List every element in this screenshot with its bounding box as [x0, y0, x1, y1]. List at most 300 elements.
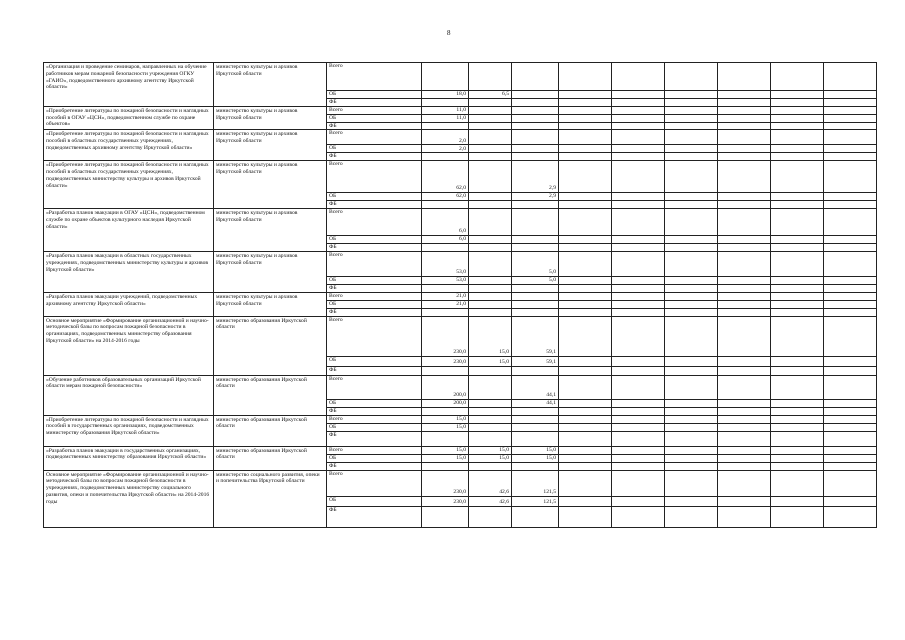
empty-cell [665, 399, 718, 407]
funding-source-cell: ОБ [327, 496, 422, 506]
value-cell [469, 415, 512, 423]
empty-cell [559, 356, 612, 366]
empty-cell [612, 122, 665, 130]
empty-cell [665, 145, 718, 153]
value-cell: 5,0 [512, 276, 559, 284]
empty-cell [824, 292, 877, 300]
value-cell [469, 99, 512, 107]
value-cell: 2,0 [422, 130, 469, 145]
empty-cell [559, 300, 612, 308]
funding-source-cell: ОБ [327, 145, 422, 153]
empty-cell [771, 145, 824, 153]
empty-cell [665, 316, 718, 356]
funding-source-cell: ФБ [327, 201, 422, 209]
empty-cell [824, 130, 877, 145]
empty-cell [718, 462, 771, 470]
empty-cell [718, 130, 771, 145]
value-cell [512, 201, 559, 209]
event-name-cell: «Разработка планов эвакуации учреждений, подведомственных архивному агентству Иркутской области» [44, 292, 214, 316]
executor-cell: министерство образования Иркутской области [214, 446, 327, 470]
empty-cell [665, 462, 718, 470]
empty-cell [771, 399, 824, 407]
funding-source-cell: ОБ [327, 91, 422, 99]
value-cell: 21,0 [422, 292, 469, 300]
executor-cell: министерство культуры и архивов Иркутской области [214, 251, 327, 292]
value-cell: 15,0 [422, 415, 469, 423]
empty-cell [559, 114, 612, 122]
empty-cell [665, 470, 718, 496]
empty-cell [612, 63, 665, 91]
value-cell [469, 284, 512, 292]
empty-cell [771, 63, 824, 91]
empty-cell [559, 375, 612, 399]
executor-cell: министерство культуры и архивов Иркутской области [214, 209, 327, 252]
empty-cell [612, 236, 665, 244]
value-cell [469, 375, 512, 399]
value-cell: 200,0 [422, 399, 469, 407]
empty-cell [824, 431, 877, 446]
value-cell: 44,1 [512, 375, 559, 399]
empty-cell [824, 284, 877, 292]
funding-source-cell: ОБ [327, 454, 422, 462]
funding-source-cell: ФБ [327, 366, 422, 375]
value-cell: 230,0 [422, 356, 469, 366]
value-cell [469, 244, 512, 252]
empty-cell [612, 375, 665, 399]
empty-cell [559, 130, 612, 145]
empty-cell [612, 462, 665, 470]
value-cell: 230,0 [422, 496, 469, 506]
empty-cell [718, 356, 771, 366]
empty-cell [718, 161, 771, 193]
empty-cell [559, 506, 612, 527]
empty-cell [612, 316, 665, 356]
empty-cell [718, 399, 771, 407]
empty-cell [612, 407, 665, 415]
empty-cell [559, 276, 612, 284]
empty-cell [559, 193, 612, 201]
value-cell [469, 114, 512, 122]
funding-source-cell: ФБ [327, 506, 422, 527]
value-cell: 21,0 [422, 300, 469, 308]
funding-source-cell: ОБ [327, 193, 422, 201]
empty-cell [718, 407, 771, 415]
empty-cell [771, 236, 824, 244]
value-cell: 62,0 [422, 161, 469, 193]
empty-cell [824, 114, 877, 122]
empty-cell [665, 415, 718, 423]
empty-cell [559, 99, 612, 107]
event-name-cell: Основное мероприятие «Формирование организационной и научно-методической базы по вопросам пожарной безопасности в учреждениях, подведомственных министерству социального развития, опеки и попечительства Иркутской области» на 2014-2016 годы [44, 470, 214, 527]
empty-cell [824, 276, 877, 284]
value-cell [469, 300, 512, 308]
empty-cell [665, 153, 718, 161]
empty-cell [665, 375, 718, 399]
empty-cell [718, 496, 771, 506]
empty-cell [771, 356, 824, 366]
empty-cell [559, 407, 612, 415]
value-cell [422, 308, 469, 316]
funding-source-cell: ОБ [327, 356, 422, 366]
empty-cell [559, 431, 612, 446]
empty-cell [665, 236, 718, 244]
empty-cell [612, 209, 665, 236]
empty-cell [771, 462, 824, 470]
empty-cell [612, 446, 665, 454]
empty-cell [824, 145, 877, 153]
funding-source-cell: Всего [327, 316, 422, 356]
empty-cell [665, 431, 718, 446]
value-cell [469, 130, 512, 145]
value-cell [469, 506, 512, 527]
empty-cell [771, 130, 824, 145]
funding-source-cell: ФБ [327, 284, 422, 292]
page-number: 8 [447, 29, 451, 37]
empty-cell [665, 300, 718, 308]
table-row [44, 415, 877, 423]
empty-cell [771, 431, 824, 446]
value-cell: 42,6 [469, 496, 512, 506]
empty-cell [718, 114, 771, 122]
table-row [44, 161, 877, 193]
empty-cell [665, 251, 718, 276]
empty-cell [612, 130, 665, 145]
empty-cell [612, 284, 665, 292]
value-cell: 62,0 [422, 193, 469, 201]
empty-cell [718, 122, 771, 130]
value-cell [512, 153, 559, 161]
value-cell: 6,0 [422, 209, 469, 236]
value-cell [422, 462, 469, 470]
empty-cell [665, 366, 718, 375]
table-row [44, 446, 877, 454]
executor-cell: министерство культуры и архивов Иркутской области [214, 161, 327, 209]
funding-source-cell: Всего [327, 375, 422, 399]
executor-cell: министерство культуры и архивов Иркутской области [214, 63, 327, 107]
empty-cell [824, 122, 877, 130]
empty-cell [718, 251, 771, 276]
empty-cell [718, 470, 771, 496]
value-cell: 15,0 [512, 454, 559, 462]
empty-cell [612, 423, 665, 431]
value-cell [469, 431, 512, 446]
empty-cell [771, 300, 824, 308]
value-cell: 59,1 [512, 316, 559, 356]
value-cell [422, 63, 469, 91]
empty-cell [665, 130, 718, 145]
table-row [44, 209, 877, 236]
empty-cell [824, 236, 877, 244]
event-name-cell: «Обучение работников образовательных организаций Иркутской области мерам пожарной безопасности» [44, 375, 214, 415]
value-cell [512, 407, 559, 415]
value-cell [469, 366, 512, 375]
empty-cell [559, 454, 612, 462]
funding-source-cell: ОБ [327, 114, 422, 122]
empty-cell [824, 496, 877, 506]
value-cell: 53,0 [422, 276, 469, 284]
empty-cell [771, 201, 824, 209]
empty-cell [612, 201, 665, 209]
empty-cell [771, 209, 824, 236]
empty-cell [559, 236, 612, 244]
empty-cell [718, 63, 771, 91]
value-cell [469, 209, 512, 236]
empty-cell [771, 454, 824, 462]
empty-cell [824, 375, 877, 399]
value-cell: 11,0 [422, 106, 469, 114]
empty-cell [771, 106, 824, 114]
empty-cell [718, 415, 771, 423]
executor-cell: министерство социального развития, опеки и попечительства Иркутской области [214, 470, 327, 527]
value-cell: 15,0 [469, 446, 512, 454]
value-cell: 15,0 [469, 356, 512, 366]
value-cell: 121,5 [512, 470, 559, 496]
empty-cell [824, 415, 877, 423]
empty-cell [718, 431, 771, 446]
value-cell [512, 462, 559, 470]
value-cell [469, 106, 512, 114]
executor-cell: министерство образования Иркутской области [214, 415, 327, 446]
funding-source-cell: Всего [327, 130, 422, 145]
empty-cell [771, 284, 824, 292]
value-cell: 59,1 [512, 356, 559, 366]
empty-cell [718, 375, 771, 399]
event-name-cell: «Организация и проведение семинаров, направленных на обучение работников мерам пожарной безопасности учреждения ОГКУ «ГАИО», подведомственного архивному агентству Иркутской области» [44, 63, 214, 107]
empty-cell [771, 292, 824, 300]
empty-cell [718, 506, 771, 527]
value-cell: 6,0 [422, 236, 469, 244]
empty-cell [665, 506, 718, 527]
value-cell: 11,0 [422, 114, 469, 122]
empty-cell [612, 415, 665, 423]
table-row [44, 316, 877, 356]
empty-cell [718, 244, 771, 252]
funding-source-cell: Всего [327, 63, 422, 91]
value-cell [512, 308, 559, 316]
empty-cell [665, 244, 718, 252]
empty-cell [824, 470, 877, 496]
empty-cell [665, 284, 718, 292]
funding-source-cell: Всего [327, 446, 422, 454]
empty-cell [612, 276, 665, 284]
value-cell [512, 106, 559, 114]
funding-source-cell: ФБ [327, 99, 422, 107]
table-row [44, 251, 877, 276]
value-cell [469, 308, 512, 316]
event-name-cell: «Приобретение литературы по пожарной безопасности и наглядных пособий в ОГАУ «ЦСН», подведомственном службе по охране объектов» [44, 106, 214, 130]
empty-cell [612, 251, 665, 276]
empty-cell [824, 399, 877, 407]
value-cell [512, 431, 559, 446]
funding-source-cell: ФБ [327, 462, 422, 470]
funding-source-cell: Всего [327, 209, 422, 236]
empty-cell [718, 99, 771, 107]
empty-cell [718, 454, 771, 462]
funding-source-cell: ФБ [327, 122, 422, 130]
empty-cell [665, 209, 718, 236]
empty-cell [771, 415, 824, 423]
empty-cell [612, 91, 665, 99]
empty-cell [771, 407, 824, 415]
value-cell [512, 91, 559, 99]
value-cell: 230,0 [422, 316, 469, 356]
value-cell: 44,1 [512, 399, 559, 407]
empty-cell [771, 99, 824, 107]
event-name-cell: «Разработка планов эвакуации в ОГАУ «ЦСН», подведомственном службе по охране объектов культурного наследия Иркутской области» [44, 209, 214, 252]
value-cell [469, 193, 512, 201]
empty-cell [771, 375, 824, 399]
empty-cell [665, 161, 718, 193]
empty-cell [824, 407, 877, 415]
empty-cell [559, 423, 612, 431]
value-cell: 15,0 [422, 423, 469, 431]
value-cell: 42,6 [469, 470, 512, 496]
value-cell: 15,0 [469, 454, 512, 462]
empty-cell [665, 356, 718, 366]
empty-cell [612, 193, 665, 201]
empty-cell [824, 308, 877, 316]
value-cell [469, 423, 512, 431]
funding-source-cell: ФБ [327, 407, 422, 415]
empty-cell [824, 153, 877, 161]
funding-source-cell: ОБ [327, 399, 422, 407]
empty-cell [718, 292, 771, 300]
event-name-cell: Основное мероприятие «Формирование организационной и научно-методической базы по вопросам пожарной безопасности в организациях, подведомственных министерству образования Иркутской области» на 2014-2016 годы [44, 316, 214, 375]
value-cell [512, 284, 559, 292]
funding-source-cell: Всего [327, 106, 422, 114]
empty-cell [718, 91, 771, 99]
funding-source-cell: ФБ [327, 244, 422, 252]
empty-cell [718, 300, 771, 308]
program-table [43, 62, 877, 528]
empty-cell [771, 122, 824, 130]
value-cell [469, 122, 512, 130]
empty-cell [771, 244, 824, 252]
value-cell [469, 236, 512, 244]
value-cell [512, 63, 559, 91]
value-cell [512, 209, 559, 236]
empty-cell [665, 106, 718, 114]
empty-cell [718, 284, 771, 292]
empty-cell [718, 366, 771, 375]
value-cell [512, 300, 559, 308]
table-row [44, 106, 877, 114]
empty-cell [612, 106, 665, 114]
empty-cell [718, 236, 771, 244]
empty-cell [559, 244, 612, 252]
empty-cell [771, 366, 824, 375]
value-cell: 15,0 [422, 454, 469, 462]
empty-cell [612, 308, 665, 316]
value-cell [422, 431, 469, 446]
value-cell [469, 153, 512, 161]
value-cell: 15,0 [512, 446, 559, 454]
empty-cell [559, 316, 612, 356]
empty-cell [771, 496, 824, 506]
empty-cell [665, 407, 718, 415]
empty-cell [559, 366, 612, 375]
empty-cell [665, 292, 718, 300]
empty-cell [824, 91, 877, 99]
value-cell [512, 99, 559, 107]
value-cell [469, 63, 512, 91]
empty-cell [718, 145, 771, 153]
table-row [44, 292, 877, 300]
event-name-cell: «Приобретение литературы по пожарной безопасности и наглядных пособий в областных государственных учреждениях, подведомственных архивному агентству Иркутской области» [44, 130, 214, 161]
value-cell [422, 122, 469, 130]
empty-cell [612, 114, 665, 122]
empty-cell [612, 399, 665, 407]
empty-cell [559, 399, 612, 407]
empty-cell [665, 122, 718, 130]
funding-source-cell: ОБ [327, 300, 422, 308]
empty-cell [559, 161, 612, 193]
empty-cell [612, 99, 665, 107]
empty-cell [824, 63, 877, 91]
empty-cell [559, 209, 612, 236]
empty-cell [559, 462, 612, 470]
empty-cell [718, 316, 771, 356]
funding-source-cell: ФБ [327, 308, 422, 316]
value-cell [512, 506, 559, 527]
empty-cell [718, 153, 771, 161]
funding-source-cell: ОБ [327, 276, 422, 284]
value-cell [512, 423, 559, 431]
value-cell: 2,0 [422, 145, 469, 153]
value-cell [512, 366, 559, 375]
empty-cell [612, 431, 665, 446]
empty-cell [665, 193, 718, 201]
empty-cell [771, 423, 824, 431]
value-cell [422, 244, 469, 252]
table-row [44, 375, 877, 399]
empty-cell [665, 423, 718, 431]
empty-cell [771, 276, 824, 284]
empty-cell [718, 446, 771, 454]
empty-cell [559, 292, 612, 300]
value-cell [512, 415, 559, 423]
value-cell: 15,0 [422, 446, 469, 454]
value-cell: 2,9 [512, 161, 559, 193]
empty-cell [665, 496, 718, 506]
empty-cell [718, 423, 771, 431]
value-cell: 121,5 [512, 496, 559, 506]
funding-source-cell: ОБ [327, 236, 422, 244]
empty-cell [559, 91, 612, 99]
funding-source-cell: ОБ [327, 423, 422, 431]
funding-source-cell: Всего [327, 415, 422, 423]
empty-cell [824, 356, 877, 366]
table-row [44, 63, 877, 91]
event-name-cell: «Приобретение литературы по пожарной безопасности и наглядных пособий в государственных организациях, подведомственных министерству образования Иркутской области» [44, 415, 214, 446]
empty-cell [612, 153, 665, 161]
empty-cell [771, 446, 824, 454]
value-cell [512, 236, 559, 244]
table-body [44, 63, 877, 528]
value-cell [469, 251, 512, 276]
empty-cell [559, 145, 612, 153]
value-cell: 18,0 [422, 91, 469, 99]
value-cell [512, 122, 559, 130]
value-cell [512, 130, 559, 145]
executor-cell: министерство образования Иркутской области [214, 316, 327, 375]
empty-cell [559, 284, 612, 292]
value-cell [469, 145, 512, 153]
empty-cell [824, 366, 877, 375]
empty-cell [824, 244, 877, 252]
empty-cell [612, 244, 665, 252]
empty-cell [824, 506, 877, 527]
